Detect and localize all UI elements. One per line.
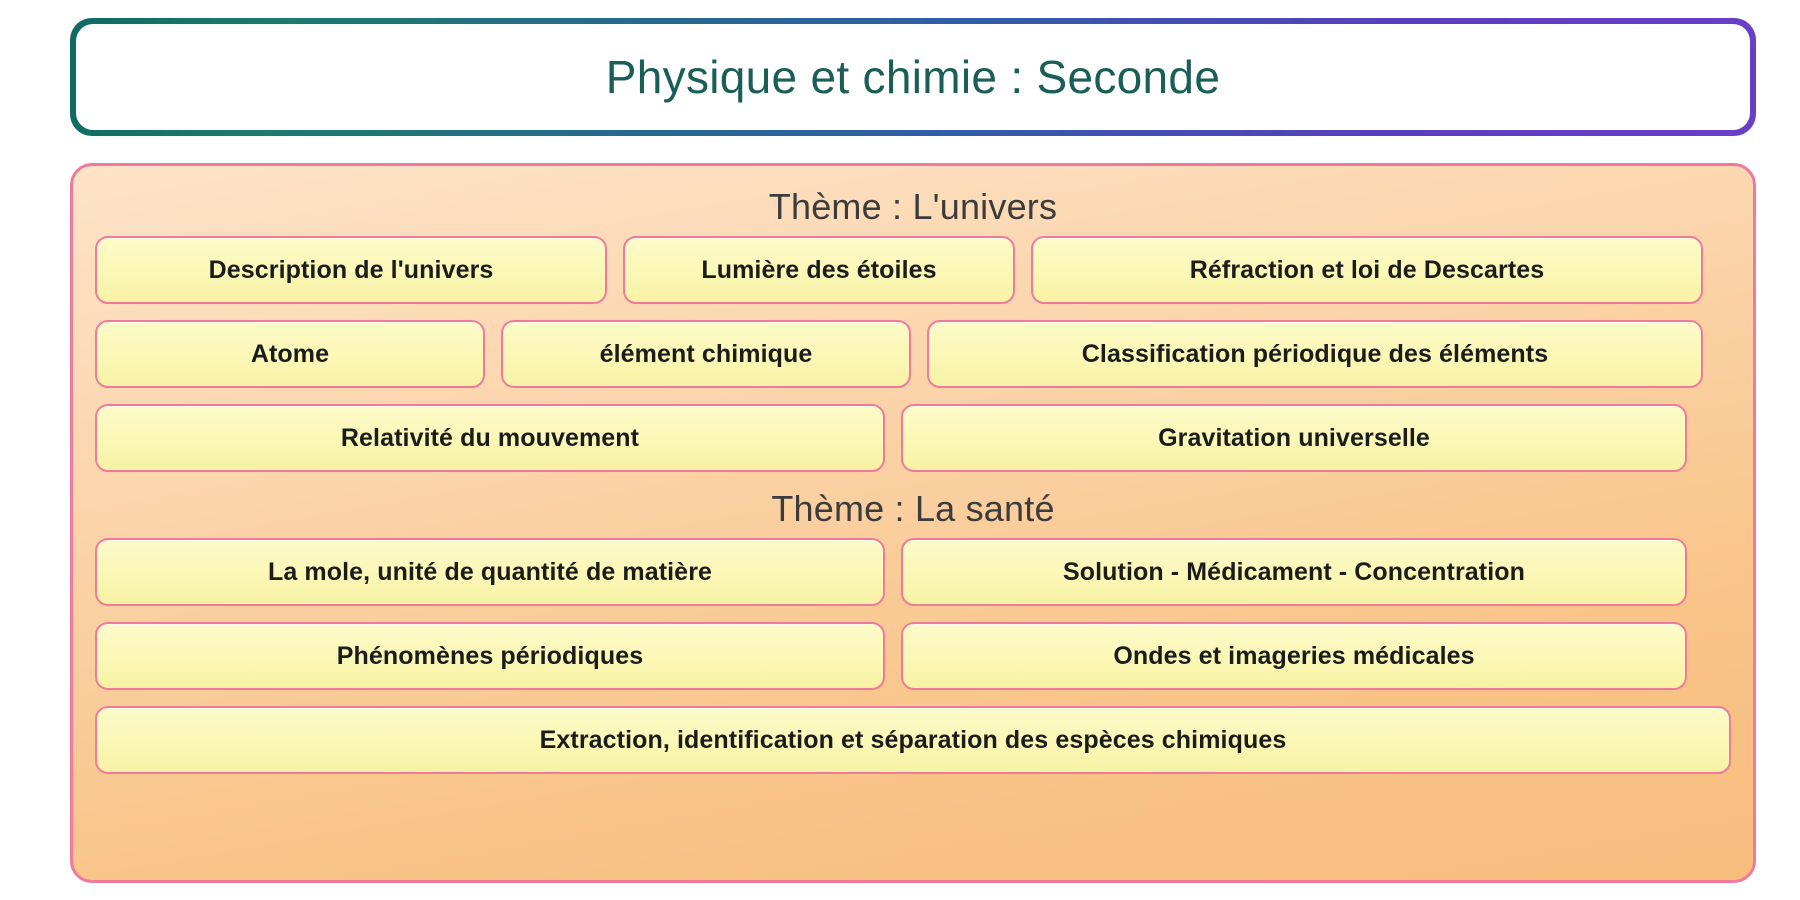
theme-univers-row-2: [95, 320, 1731, 388]
topic-chip[interactable]: Description de l'univers: [95, 236, 607, 304]
topic-chip[interactable]: Atome: [95, 320, 485, 388]
topic-chip[interactable]: Extraction, identification et séparation des espèces chimiques: [95, 706, 1731, 774]
theme-univers-row-3: [95, 404, 1731, 472]
topic-chip[interactable]: Ondes et imageries médicales: [901, 622, 1687, 690]
theme-heading-univers: Thème : L'univers: [768, 186, 1058, 227]
page-title: Physique et chimie : Seconde: [605, 51, 1221, 103]
topic-chip[interactable]: Classification périodique des éléments: [927, 320, 1703, 388]
theme-sante-row-1: [95, 538, 1731, 606]
topic-chip[interactable]: Lumière des étoiles: [623, 236, 1015, 304]
topic-chip[interactable]: Solution - Médicament - Concentration: [901, 538, 1687, 606]
title-banner-inner: [76, 24, 1750, 130]
themes-card: [70, 163, 1756, 883]
topic-chip[interactable]: Relativité du mouvement: [95, 404, 885, 472]
topic-chip[interactable]: Phénomènes périodiques: [95, 622, 885, 690]
topic-chip[interactable]: La mole, unité de quantité de matière: [95, 538, 885, 606]
topic-chip[interactable]: élément chimique: [501, 320, 911, 388]
title-banner: [70, 18, 1756, 136]
theme-sante-row-3: [95, 706, 1731, 774]
topic-chip[interactable]: Réfraction et loi de Descartes: [1031, 236, 1703, 304]
topic-chip[interactable]: Gravitation universelle: [901, 404, 1687, 472]
theme-heading-sante: Thème : La santé: [771, 488, 1055, 529]
theme-univers-row-1: [95, 236, 1731, 304]
theme-sante-row-2: [95, 622, 1731, 690]
